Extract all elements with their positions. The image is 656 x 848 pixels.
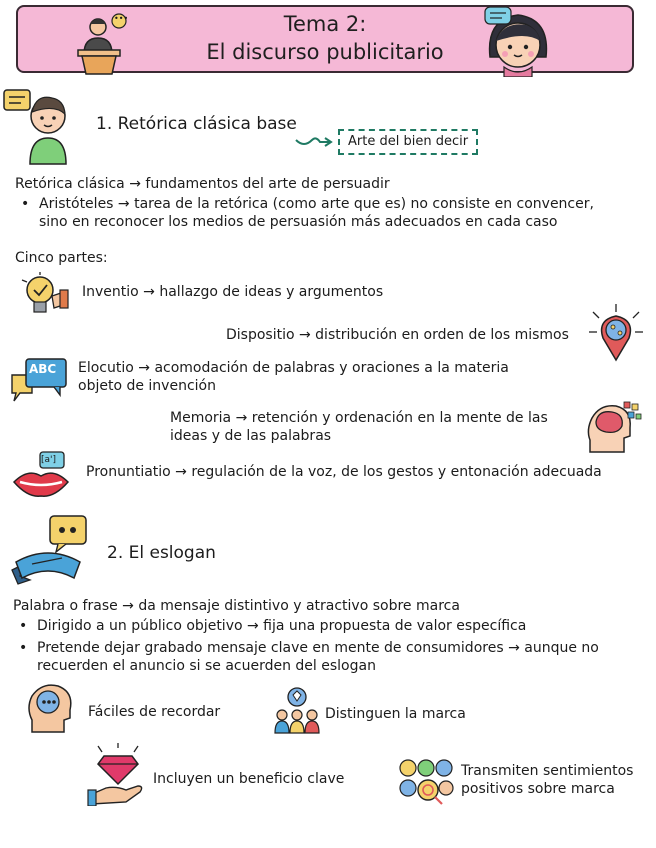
part-dispositio: Dispositio → distribución en orden de los mismos [226, 327, 569, 343]
parts-label: Cinco partes: [15, 250, 108, 266]
hand-diamond-icon [86, 742, 148, 806]
slogan-banner-icon [10, 514, 90, 588]
list-item: • Aristóteles → tarea de la retórica (como arte que es) no consiste en convencer, sino en reconocer los medios de persuasión más adecuados en cada caso [15, 195, 615, 231]
feature-easy-to-remember: Fáciles de recordar [88, 704, 221, 720]
feature-positive-feelings: Transmiten sentimientos positivos sobre marca [461, 763, 634, 797]
feature-distinguish-brand: Distinguen la marca [325, 706, 466, 722]
part-pronuntiatio: Pronuntiatio → regulación de la voz, de los gestos y entonación adecuada [86, 464, 602, 480]
list-item: • Dirigido a un público objetivo → fija una propuesta de valor específica [13, 617, 628, 635]
lightbulb-idea-icon [20, 270, 70, 318]
people-brand-icon [272, 685, 322, 735]
location-network-icon [587, 302, 645, 362]
slogan-bullet-list [13, 617, 628, 675]
rhetoric-definition: Retórica clásica → fundamentos del arte de persuadir [15, 176, 390, 192]
feature-key-benefit: Incluyen un beneficio clave [153, 771, 345, 787]
curly-arrow-icon [294, 132, 334, 152]
part-inventio: Inventio → hallazgo de ideas y argumentos [82, 284, 384, 300]
part-elocutio: Elocutio → acomodación de palabras y oraciones a la materia objeto de invención [78, 360, 509, 394]
part-memoria: Memoria → retención y ordenación en la mente de las ideas y de las palabras [170, 410, 548, 444]
slogan-definition: Palabra o frase → da mensaje distintivo y atractivo sobre marca [13, 598, 460, 614]
title-line-1: Tema 2: [283, 12, 367, 36]
list-item: • Pretende dejar grabado mensaje clave en mente de consumidores → aunque no recuerden el anuncio si se acuerden del eslogan [13, 639, 628, 675]
girl-avatar-icon [480, 5, 556, 77]
section2-heading: 2. El eslogan [107, 543, 216, 563]
section1-heading: 1. Retórica clásica base [96, 114, 297, 134]
title-line-2: El discurso publicitario [206, 40, 444, 64]
speech-dots: ••• [114, 14, 129, 23]
aristotle-bullet-list [15, 195, 615, 231]
abc-icon-label: ABC [29, 362, 57, 376]
head-thought-icon [24, 682, 76, 734]
definition-tag: Arte del bien decir [338, 129, 478, 155]
emoji-faces-icon [398, 756, 454, 808]
boy-speaking-icon [2, 86, 74, 166]
mouth-icon-label: [a'] [41, 455, 57, 465]
brain-memory-icon [584, 400, 642, 456]
